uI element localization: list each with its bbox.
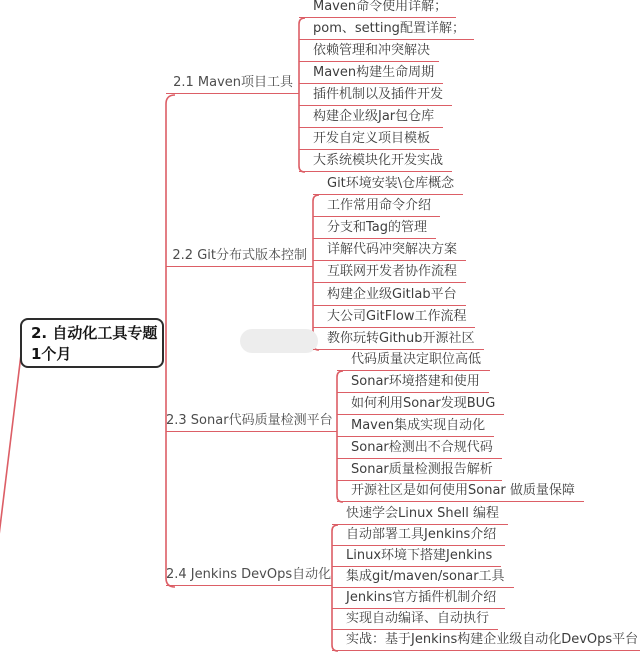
leaf-node[interactable]: 分支和Tag的管理 (313, 218, 436, 239)
root-node-duration: 1个月 (31, 345, 72, 363)
branch-label[interactable]: 2.3 Sonar代码质量检测平台 (166, 412, 337, 432)
leaf-node[interactable]: Sonar质量检测报告解析 (337, 460, 502, 481)
leaf-node[interactable]: Maven构建生命周期 (299, 63, 443, 84)
leaf-node[interactable]: 构建企业级Gitlab平台 (313, 285, 466, 306)
leaf-node[interactable]: 大系统模块化开发实战 (299, 151, 452, 172)
root-node-title: 2. 自动化工具专题 (31, 324, 158, 342)
leaf-node[interactable]: 大公司GitFlow工作流程 (313, 307, 475, 328)
leaf-node[interactable]: 构建企业级Jar包仓库 (299, 107, 443, 128)
leaf-node[interactable]: Maven命令使用详解； (299, 0, 456, 18)
leaf-node[interactable]: 开源社区是如何使用Sonar 做质量保障 (337, 481, 584, 502)
leaf-node[interactable]: 集成git/maven/sonar工具 (332, 567, 514, 588)
watermark-blob (240, 329, 318, 353)
leaf-node[interactable]: 依赖管理和冲突解决 (299, 41, 439, 62)
leaf-node[interactable]: 开发自定义项目模板 (299, 129, 439, 150)
leaf-node[interactable]: pom、setting配置详解； (299, 19, 474, 40)
branch-label[interactable]: 2.4 Jenkins DevOps自动化 (166, 566, 332, 586)
leaf-node[interactable]: 快速学会Linux Shell 编程 (332, 504, 508, 525)
leaf-node[interactable]: Maven集成实现自动化 (337, 416, 494, 437)
leaf-node[interactable]: 实战：基于Jenkins构建企业级自动化DevOps平台 (332, 630, 640, 651)
root-node[interactable] (20, 318, 164, 368)
leaf-node[interactable]: Sonar环境搭建和使用 (337, 372, 489, 393)
leaf-node[interactable]: Sonar检测出不合规代码 (337, 438, 502, 459)
leaf-node[interactable]: Linux环境下搭建Jenkins (332, 546, 501, 567)
leaf-node[interactable]: 插件机制以及插件开发 (299, 85, 452, 106)
leaf-node[interactable]: 工作常用命令介绍 (313, 196, 440, 217)
leaf-node[interactable]: Jenkins官方插件机制介绍 (332, 588, 505, 609)
leaf-node[interactable]: 教你玩转Github开源社区 (313, 329, 484, 350)
branch-label[interactable]: 2.1 Maven项目工具 (166, 74, 299, 94)
leaf-node[interactable]: 自动部署工具Jenkins介绍 (332, 525, 505, 546)
leaf-node[interactable]: Git环境安装\仓库概念 (313, 174, 463, 195)
leaf-node[interactable]: 如何利用Sonar发现BUG (337, 394, 504, 415)
leaf-node[interactable]: 互联网开发者协作流程 (313, 262, 466, 283)
leaf-node[interactable]: 详解代码冲突解决方案 (313, 240, 466, 261)
leaf-node[interactable]: 实现自动编译、自动执行 (332, 609, 498, 630)
branch-label[interactable]: 2.2 Git分布式版本控制 (166, 247, 313, 267)
leaf-node[interactable]: 代码质量决定职位高低 (337, 350, 490, 371)
